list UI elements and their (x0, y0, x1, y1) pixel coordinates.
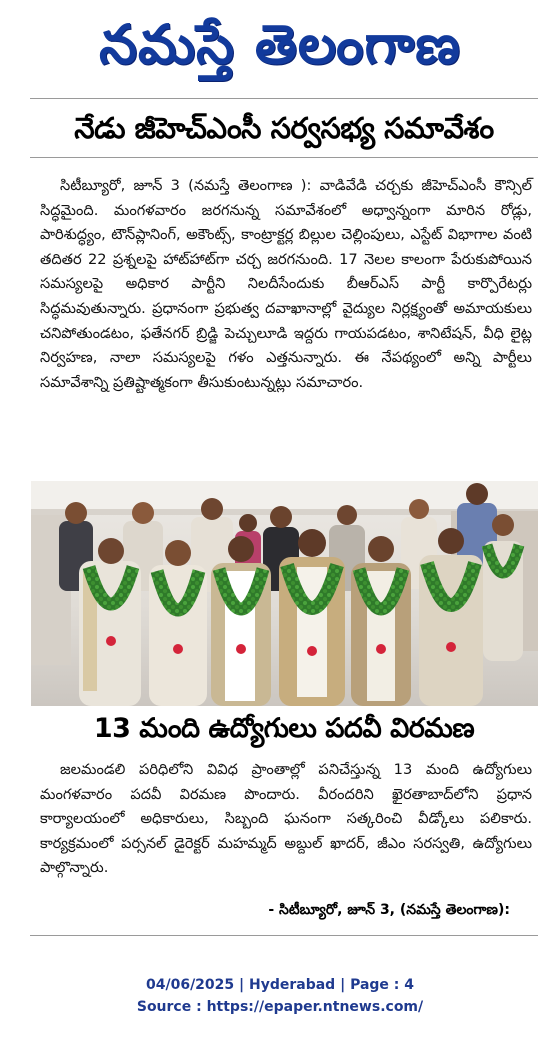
article-body (40, 758, 532, 881)
article-paragraph: జలమండలి పరిధిలోని వివిధ ప్రాంతాల్లో పనిచేస్తున్న 13 మంది ఉద్యోగులు మంగళవారం పదవీ విరమణ పొందారు. వీరందరిని ఖైరతాబాద్‌లోని ప్రధాన కార్యాలయంలో అధికారులు, సిబ్బంది ఘనంగా సత్కరించి వీడ్కోలు పలికారు. కార్యక్రమంలో పర్సనల్ డైరెక్టర్ మహమ్మద్ అబ్దుల్ ఖాదర్, జీఎం సరస్వతి, ఉద్యోగులు పాల్గొన్నారు. (40, 761, 532, 877)
edition-info: 04/06/2025 | Hyderabad | Page : 4 (145, 977, 415, 993)
newspaper-name: నమస్తే తెలంగాణ (99, 12, 461, 76)
article-paragraph: సిటీబ్యూరో, జూన్ 3 (నమస్తే తెలంగాణ ): వాడివేడి చర్చకు జీహెచ్ఎంసీ కౌన్సిల్ సిద్ధమైంది. మంగళవారం జరగనున్న సమావేశంలో అధ్వాన్నంగా మారిన రోడ్లు, పారిశుద్ధ్యం, టౌన్‌ప్లానింగ్, అకౌంట్స్, కాంట్రాక్టర్ల బిల్లుల చెల్లింపులు, ఎస్టేట్ విభాగాల వంటి తదితర 22 ప్రశ్నలపై హాట్‌హాట్‌గా చర్చ జరగనుంది. 17 నెలల కాలంగా పేరుకుపోయిన సమస్యలపై అధికార పార్టీని నిలదీసేందుకు బీఆర్ఎస్ పార్టీ కార్పొరేటర్లు సిద్ధమవుతున్నారు. ప్రధానంగా ప్రభుత్వ దవాఖానాల్లో వైద్యుల నిర్లక్ష్యంతో అమాయకులు చనిపోతుండటం, ఫతేనగర్ బ్రిడ్జి పెచ్చులూడి ఇద్దరు గాయపడటం, శానిటేషన్, వీధి లైట్ల నిర్వహణ, నాలా సమస్యలపై గళం ఎత్తనున్నారు. ఈ నేపథ్యంలో అన్ని పార్టీలు సమావేశాన్ని ప్రతిష్టాత్మకంగా తీసుకుంటున్నట్లు సమాచారం. (40, 177, 532, 391)
divider (30, 157, 538, 158)
group-photo (31, 481, 538, 706)
article-credit: - సిటీబ్యూరో, జూన్ 3, (నమస్తే తెలంగాణ): (268, 902, 510, 918)
divider (30, 98, 538, 99)
photo-illustration (31, 481, 538, 706)
divider (30, 935, 538, 936)
source-link[interactable]: Source : https://epaper.ntnews.com/ (136, 999, 424, 1015)
article-body (40, 174, 532, 395)
article-headline: 13 మంది ఉద్యోగులు పదవీ విరమణ (93, 713, 475, 744)
masthead (0, 0, 560, 88)
article-headline: నేడు జీహెచ్ఎంసీ సర్వసభ్య సమావేశం (74, 111, 494, 145)
